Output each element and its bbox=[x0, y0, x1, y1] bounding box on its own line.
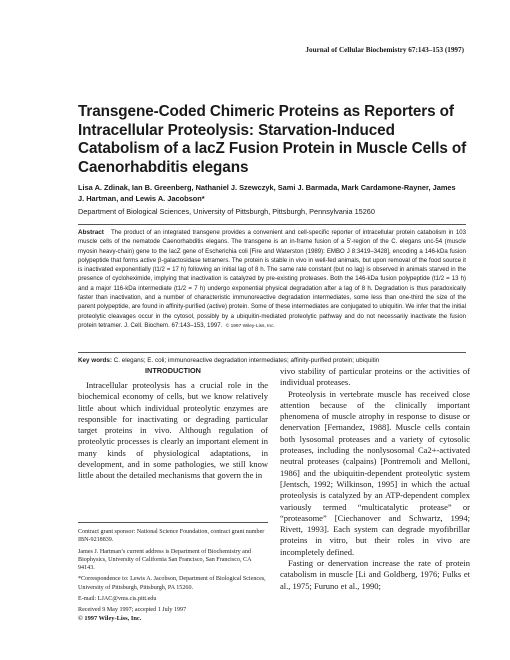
footnote-rule bbox=[78, 522, 268, 523]
abstract-copyright: © 1997 Wiley-Liss, Inc. bbox=[225, 323, 275, 329]
footnote-grant: Contract grant sponsor: National Science Foundation, contract grant number IBN-9218839. bbox=[78, 529, 265, 544]
footnote-received: Received 9 May 1997; accepted 1 July 1997 bbox=[78, 607, 187, 614]
right-column bbox=[280, 366, 470, 592]
footnote-address: James J. Hartman’s current address is Department of Biochemistry and Biophysics, University of California San Francisco, San Francisco, CA 94143. bbox=[78, 548, 252, 572]
abstract-text: The product of an integrated transgene provides a convenient and cell-specific reporter of intracellular protein catabolism in 103 muscle cells of the nematode Caenorhabditis elegans. The transgene is an in-frame fusion of a 5′-region of the C. elegans unc-54 (muscle myosin heavy-chain) gene to the lacZ gene of Escherichia coli [Fire and Waterston (1989): EMBO J 8:3419–3428], encoding a 146-kDa fusion polypeptide that forms active β-galactosidase tetramers. The protein is stable in vivo in well-fed animals, but upon removal of the food source it is inactivated exponentially (t1/2 = 17 h) following an initial lag of 8 h. The same rate constant (but no lag) is observed in animals starved in the presence of cycloheximide, implying that inactivation is catalyzed by pre-existing proteases. Both the 146-kDa fusion polypeptide (t1/2 = 13 h) and a major 116-kDa intermediate (t1/2 = 7 h) undergo exponential physical degradation after a lag of 8 h. Degradation is thus paradoxically faster than inactivation, and a number of characteristic immunoreactive degradation intermediates, some less than one-third the size of the parent polypeptide, are found in affinity-purified (active) protein. Some of these intermediates are conjugated to ubiquitin. We infer that the initial proteolytic cleavages occur in the cytosol, possibly by a ubiquitin-mediated proteolytic pathway and do not necessarily inactivate the fusion protein tetramer. J. Cell. Biochem. 67:143–153, 1997. bbox=[78, 229, 466, 329]
intro-paragraph-1: Intracellular proteolysis has a crucial role in the biochemical economy of cells, but we know relatively little about which individual proteolytic enzymes are responsible for inactivating or degrading particular target proteins in vivo. Although regulation of proteolytic processes is clearly an important element in many kinds of physiological adaptations, in development, and in some pathologies, we still know little about the detailed mechanisms that govern the in bbox=[78, 380, 268, 481]
footnote-correspondence: *Correspondence to: Lewis A. Jacobson, Department of Biological Sciences, University of Pittsburgh, Pittsburgh, PA 15260. bbox=[78, 576, 266, 591]
abstract-label: Abstract bbox=[78, 229, 104, 236]
footnotes bbox=[78, 528, 268, 618]
affiliation: Department of Biological Sciences, University of Pittsburgh, Pittsburgh, Pennsylvania 15260 bbox=[78, 207, 375, 216]
intro-paragraph-3: Fasting or denervation increase the rate of protein catabolism in muscle [Li and Goldberg, 1976; Fulks et al., 1975; Furuno et al., 1990; bbox=[280, 558, 470, 591]
author-list: Lisa A. Zdinak, Ian B. Greenberg, Nathaniel J. Szewczyk, Sami J. Barmada, Mark Cardamone-Rayner, James J. Hartman, and Lewis A. Jacobson* bbox=[78, 183, 456, 203]
journal-header: Journal of Cellular Biochemistry 67:143–153 (1997) bbox=[305, 46, 464, 54]
keywords-label: Key words: bbox=[78, 357, 112, 364]
section-heading: INTRODUCTION bbox=[145, 366, 201, 375]
abstract-top-rule bbox=[78, 224, 466, 225]
abstract bbox=[78, 228, 466, 331]
article-title: Transgene-Coded Chimeric Proteins as Reporters of Intracellular Proteolysis: Starvation-Induced Catabolism of a lacZ Fusion Protein in Muscle Cells of Caenorhabditis elegans bbox=[78, 103, 467, 176]
keywords bbox=[78, 357, 379, 364]
abstract-bottom-rule bbox=[78, 352, 466, 353]
keywords-text: C. elegans; E. coli; immunoreactive degradation intermediates; affinity-purified protein; ubiquitin bbox=[113, 357, 380, 364]
intro-continuation: vivo stability of particular proteins or the activities of individual proteases. bbox=[280, 366, 470, 388]
footnote-email: E-mail: LJAC@vms.cis.pitt.edu bbox=[78, 596, 157, 603]
left-column bbox=[78, 380, 268, 482]
page-copyright: © 1997 Wiley-Liss, Inc. bbox=[78, 615, 142, 622]
intro-paragraph-2: Proteolysis in vertebrate muscle has received close attention because of the clinically important phenomena of muscle atrophy in response to disuse or denervation [Fernandez, 1988]. Muscle cells contain both lysosomal proteases and a variety of cytosolic proteases, including the nonlysosomal Ca2+-activated neutral proteases (calpains) [Pontremoli and Melloni, 1986] and the ubiquitin-dependent proteolytic system [Jentsch, 1992; Wilkinson, 1995] in which the actual proteolysis is catalyzed by an ATP-dependent complex variously termed “multicatalytic protease” or “proteasome” [Ciechanover and Schwartz, 1994; Rivett, 1993]. Each system can degrade myofibrillar proteins in vitro, but their roles in vivo are incompletely defined. bbox=[280, 388, 470, 557]
